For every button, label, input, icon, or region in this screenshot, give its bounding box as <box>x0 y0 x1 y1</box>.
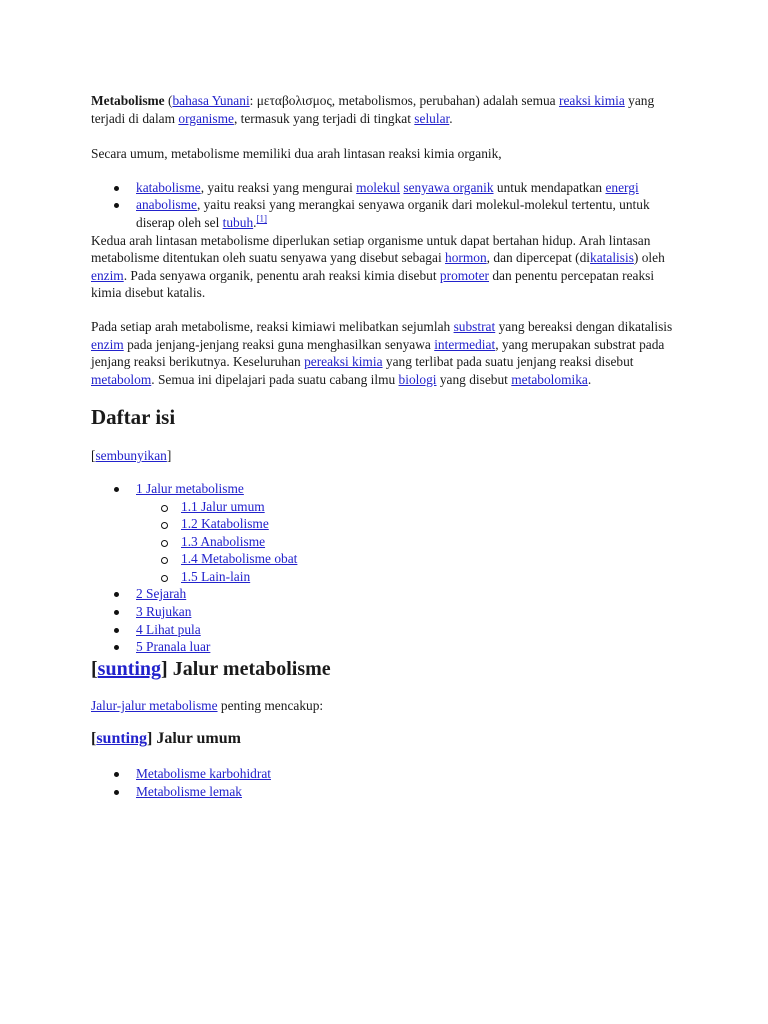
list-item: anabolisme, yaitu reaksi yang merangkai senyawa organik dari molekul-molekul tertentu, untuk diserap oleh sel tubuh.[1] <box>91 196 681 231</box>
toc-subitem <box>136 550 681 568</box>
article-term: Metabolisme <box>91 93 165 108</box>
link-metabolom[interactable]: metabolom <box>91 371 152 387</box>
toc-link-metabolisme-obat[interactable]: 1.4 Metabolisme obat <box>181 551 298 567</box>
toc-link-pranala-luar[interactable]: 5 Pranala luar <box>136 639 211 655</box>
toc-title: Daftar isi <box>91 405 176 430</box>
link-biologi[interactable]: biologi <box>398 371 437 387</box>
toc-item <box>91 480 681 586</box>
list-item <box>91 783 681 801</box>
intro-paragraph: Metabolisme (bahasa Yunani: μεταβολισμος, metabolismos, perubahan) adalah semua reaksi kimia yang terjadi di dalam organisme, termasuk yang terjadi di tingkat selular. <box>91 93 655 126</box>
substrate-paragraph: Pada setiap arah metabolisme, reaksi kimiawi melibatkan sejumlah substrat yang bereaksi dengan dikatalisis enzim pada jenjang-jenjang reaksi guna menghasilkan senyawa intermediat, yang merupakan substrat pada jenjang reaksi berikutnya. Keseluruhan pereaksi kimia yang terlibat pada suatu jenjang reaksi disebut metabolom. Semua ini dipelajari pada suatu cabang ilmu biologi yang disebut metabolomika. <box>91 318 673 387</box>
toc-subitem <box>136 498 681 516</box>
link-hormon[interactable]: hormon <box>445 250 487 266</box>
toc-item <box>91 603 681 621</box>
link-intermediat[interactable]: intermediat <box>434 336 496 352</box>
link-metabolisme-lemak[interactable]: Metabolisme lemak <box>136 784 242 800</box>
section-edit-link[interactable]: sunting <box>97 657 162 680</box>
subsection-edit-link[interactable]: sunting <box>96 730 148 748</box>
toc-item <box>91 585 681 603</box>
list-item <box>91 765 681 783</box>
toc-hide-link[interactable]: sembunyikan <box>95 448 167 464</box>
reference-link[interactable]: [1] <box>256 213 268 224</box>
toc-link-lihat-pula[interactable]: 4 Lihat pula <box>136 621 201 637</box>
link-reaksi-kimia[interactable]: reaksi kimia <box>558 93 625 108</box>
link-selular[interactable]: selular <box>414 110 450 126</box>
section-heading-jalur-metabolisme: [sunting] Jalur metabolisme <box>91 657 331 680</box>
link-pereaksi-kimia[interactable]: pereaksi kimia <box>304 354 383 370</box>
link-promoter[interactable]: promoter <box>439 267 490 283</box>
toc-link-anabolisme[interactable]: 1.3 Anabolisme <box>181 533 266 549</box>
toc-subitem <box>136 515 681 533</box>
link-organisme[interactable]: organisme <box>178 110 234 126</box>
link-substrat[interactable]: substrat <box>453 318 496 334</box>
link-tubuh[interactable]: tubuh <box>222 214 254 230</box>
toc-link-sejarah[interactable]: 2 Sejarah <box>136 586 187 602</box>
toc-toggle: [sembunyikan] <box>91 448 172 464</box>
toc-sublist <box>136 498 681 586</box>
toc-list-continued <box>91 638 681 656</box>
link-senyawa-organik[interactable]: senyawa organik <box>403 179 494 195</box>
link-enzim-2[interactable]: enzim <box>91 336 124 352</box>
link-katabolisme[interactable]: katabolisme <box>136 179 201 195</box>
link-bahasa-yunani[interactable]: bahasa Yunani <box>172 93 250 108</box>
toc-list <box>91 480 681 638</box>
link-katalisis[interactable]: katalisis <box>590 250 634 266</box>
link-metabolisme-karbohidrat[interactable]: Metabolisme karbohidrat <box>136 766 271 782</box>
link-energi[interactable]: energi <box>605 179 639 195</box>
link-molekul[interactable]: molekul <box>356 179 401 195</box>
toc-item <box>91 638 681 656</box>
general-paragraph: Secara umum, metabolisme memiliki dua arah lintasan reaksi kimia organik, <box>91 146 502 162</box>
article-body <box>91 92 681 801</box>
subsection-heading-jalur-umum: [sunting] Jalur umum <box>91 730 241 748</box>
toc-link-katabolisme[interactable]: 1.2 Katabolisme <box>181 516 269 532</box>
toc-item <box>91 621 681 639</box>
toc-link-jalur-metabolisme[interactable]: 1 Jalur metabolisme <box>136 480 244 496</box>
section-intro: Jalur-jalur metabolisme penting mencakup: <box>91 697 324 713</box>
toc-link-rujukan[interactable]: 3 Rujukan <box>136 604 192 620</box>
list-item: katabolisme, yaitu reaksi yang mengurai molekul senyawa organik untuk mendapatkan energi <box>91 179 681 197</box>
link-enzim[interactable]: enzim <box>91 267 124 283</box>
jalur-umum-list <box>91 765 681 800</box>
link-metabolomika[interactable]: metabolomika <box>511 371 588 387</box>
toc-subitem <box>136 568 681 586</box>
toc-link-lain-lain[interactable]: 1.5 Lain-lain <box>181 568 251 584</box>
toc-link-jalur-umum[interactable]: 1.1 Jalur umum <box>181 498 265 514</box>
regulation-paragraph: Kedua arah lintasan metabolisme diperlukan setiap organisme untuk dapat bertahan hidup. Arah lintasan metabolisme ditentukan oleh suatu senyawa yang disebut sebagai hormon, dan dipercepat (dikatalisis) oleh enzim. Pada senyawa organik, penentu arah reaksi kimia disebut promoter dan penentu percepatan reaksi kimia disebut katalis. <box>91 232 665 301</box>
toc-subitem <box>136 533 681 551</box>
link-jalur-jalur-metabolisme[interactable]: Jalur-jalur metabolisme <box>91 697 218 713</box>
link-anabolisme[interactable]: anabolisme <box>136 197 197 213</box>
metabolism-directions-list <box>91 179 681 232</box>
